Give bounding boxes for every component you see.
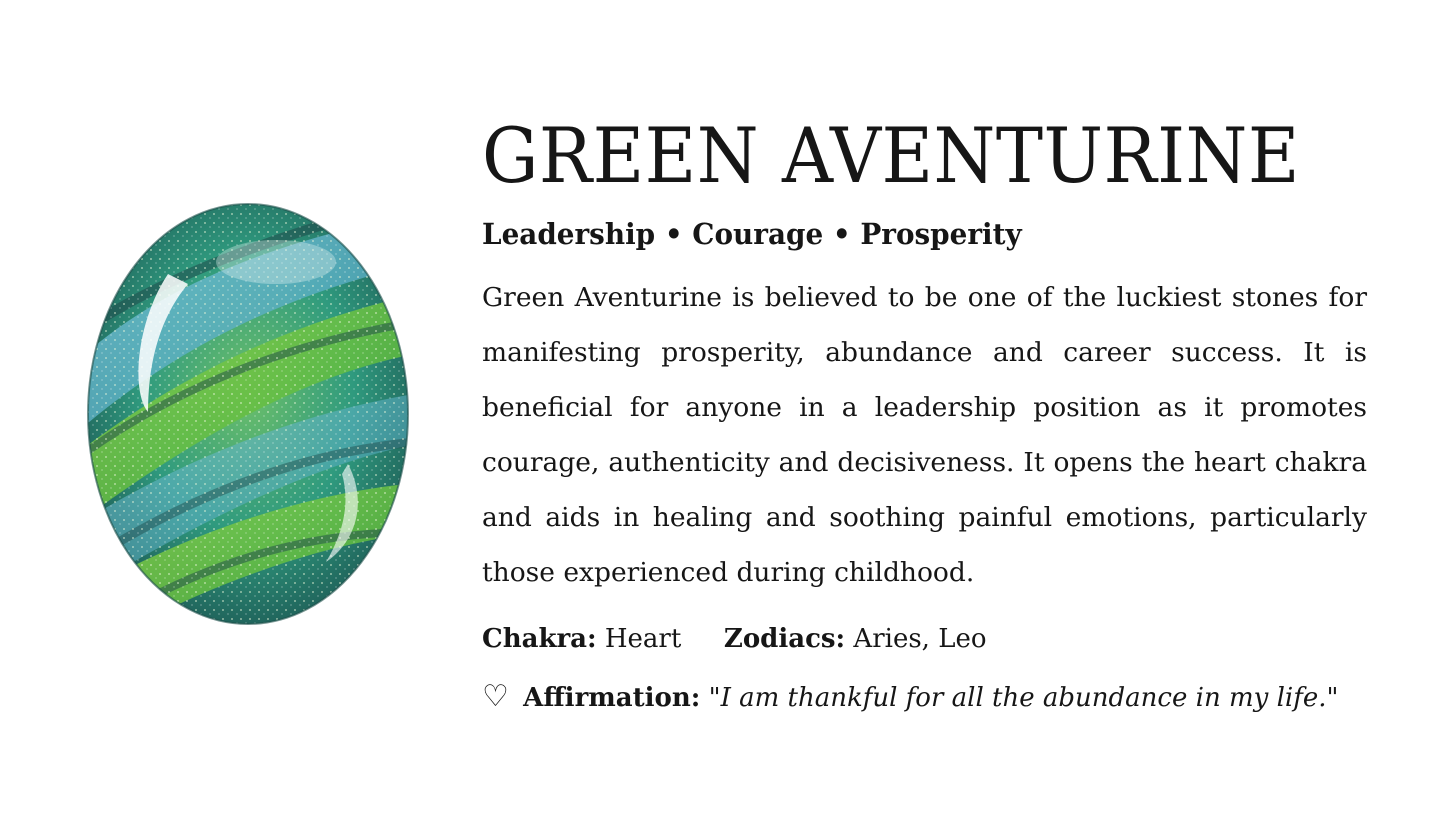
- stone-attributes: [482, 620, 1367, 658]
- stone-info-panel: [482, 110, 1367, 717]
- affirmation-label: Affirmation:: [523, 683, 701, 713]
- heart-outline-icon: ♡: [482, 679, 509, 714]
- chakra-label: Chakra:: [482, 624, 597, 654]
- zodiacs-value: Aries, Leo: [853, 624, 987, 654]
- green-aventurine-stone-image: [86, 202, 410, 626]
- affirmation: [482, 678, 1367, 717]
- stone-description: Green Aventurine is believed to be one of the luckiest stones for manifesting prosperity, abundance and career success. It is beneficial for anyone in a leadership position as it promotes courage, authenticity and decisiveness. It opens the heart chakra and aids in healing and soothing painful emotions, particularly those experienced during childhood.: [482, 282, 1367, 588]
- stone-illustration: [86, 202, 410, 626]
- stone-properties: Leadership • Courage • Prosperity: [482, 217, 1022, 251]
- affirmation-text: "I am thankful for all the abundance in my life.": [708, 683, 1339, 713]
- chakra-value: Heart: [604, 624, 682, 654]
- stone-title: GREEN AVENTURINE: [482, 111, 1300, 200]
- zodiacs-label: Zodiacs:: [723, 624, 846, 654]
